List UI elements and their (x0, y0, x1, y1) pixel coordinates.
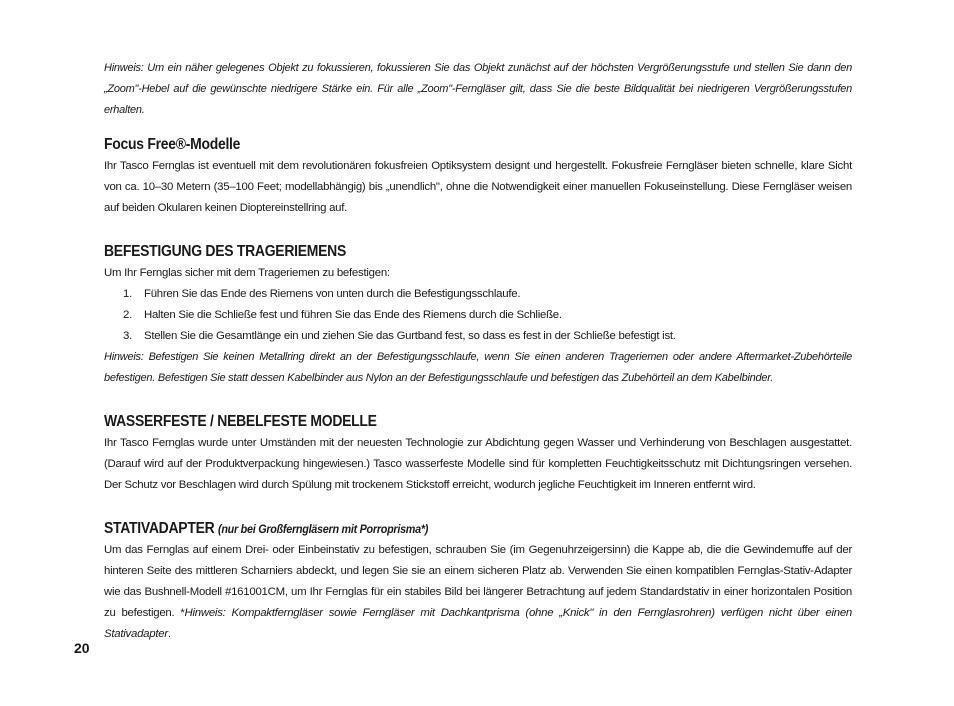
list-item-number: 3. (123, 330, 132, 342)
list-item-text: Stellen Sie die Gesamtlänge ein und ziehen Sie das Gurtband fest, so dass es fest in der Schließe befestigt ist. (144, 330, 676, 342)
list-item (104, 284, 852, 305)
strap-steps-list (104, 284, 852, 347)
waterproof-body: Ihr Tasco Fernglas wurde unter Umständen mit der neuesten Technologie zur Abdichtung gegen Wasser und Verhinderung von Beschlagen ausgestattet. (Darauf wird auf der Produktverpackung hingewiesen.) Tasco wasserfeste Modelle sind für kompletten Feuchtigkeitsschutz mit Dichtungsringen versehen. Der Schutz vor Beschlagen wird durch Spülung mit trockenem Stickstoff erreicht, wodurch jegliche Feuchtigkeit im Inneren entfernt wird. (104, 437, 852, 491)
strap-heading: BEFESTIGUNG DES TRAGERIEMENS (104, 243, 347, 260)
list-item (104, 326, 852, 347)
list-item-text: Führen Sie das Ende des Riemens von unten durch die Befestigungsschlaufe. (144, 288, 521, 300)
focus-free-heading: Focus Free®-Modelle (104, 136, 241, 153)
list-item-number: 2. (123, 309, 132, 321)
list-item-number: 1. (123, 288, 132, 300)
page-content (104, 58, 852, 645)
list-item (104, 305, 852, 326)
page-number: 20 (74, 640, 90, 656)
tripod-body (104, 540, 852, 645)
waterproof-heading: WASSERFESTE / NEBELFESTE MODELLE (104, 413, 377, 430)
strap-intro: Um Ihr Fernglas sicher mit dem Trageriemen zu befestigen: (104, 267, 390, 279)
tripod-heading-title: STATIVADAPTER (104, 520, 215, 537)
strap-note: Hinweis: Befestigen Sie keinen Metallring direkt an der Befestigungsschlaufe, wenn Sie einen anderen Trageriemen oder andere Aftermarket-Zubehörteile befestigen. Befestigen Sie statt dessen Kabelbinder aus Nylon an der Befestigungsschlaufe und befestigen das Zubehörteil an dem Kabelbinder. (104, 351, 852, 384)
tripod-heading (104, 518, 777, 540)
tripod-note-end: . (167, 628, 171, 640)
intro-note: Hinweis: Um ein näher gelegenes Objekt zu fokussieren, fokussieren Sie das Objekt zunächst auf der höchsten Vergrößerungsstufe und stellen Sie dann den „Zoom"-Hebel auf die gewünschte niedrigere Stärke ein. Für alle „Zoom"-Ferngläser gilt, dass Sie die beste Bildqualität bei niedrigeren Vergrößerungsstufen erhalten. (104, 62, 852, 116)
tripod-inline-note: Hinweis: Kompaktferngläser sowie Ferngläser mit Dachkantprisma (ohne „Knick" in den Fernglasrohren) verfügen nicht über einen Stativadapter (104, 607, 852, 640)
tripod-heading-subtitle: (nur bei Großferngläsern mit Porroprisma*) (218, 522, 429, 536)
list-item-text: Halten Sie die Schließe fest und führen Sie das Ende des Riemens durch die Schließe. (144, 309, 562, 321)
tripod-body-text: Um das Fernglas auf einem Drei- oder Einbeinstativ zu befestigen, schrauben Sie (im Gegenuhrzeigersinn) die Kappe ab, die die Gewindemuffe auf der hinteren Seite des mittleren Scharniers abdeckt, und legen Sie sie an einem sicheren Platz ab. Verwenden Sie einen kompatiblen Fernglas-Stativ-Adapter wie das Bushnell-Modell #161001CM, um Ihr Fernglas für ein stabiles Bild bei längerer Betrachtung auf jedem Standardstativ in einer horizontalen Position zu befestigen. * (104, 544, 852, 619)
focus-free-body: Ihr Tasco Fernglas ist eventuell mit dem revolutionären fokusfreien Optiksystem designt und hergestellt. Fokusfreie Ferngläser bieten schnelle, klare Sicht von ca. 10–30 Metern (35–100 Feet; modellabhängig) bis „unendlich", ohne die Notwendigkeit einer manuellen Fokuseinstellung. Diese Ferngläser weisen auf beiden Okularen keinen Dioptereinstellring auf. (104, 160, 852, 214)
